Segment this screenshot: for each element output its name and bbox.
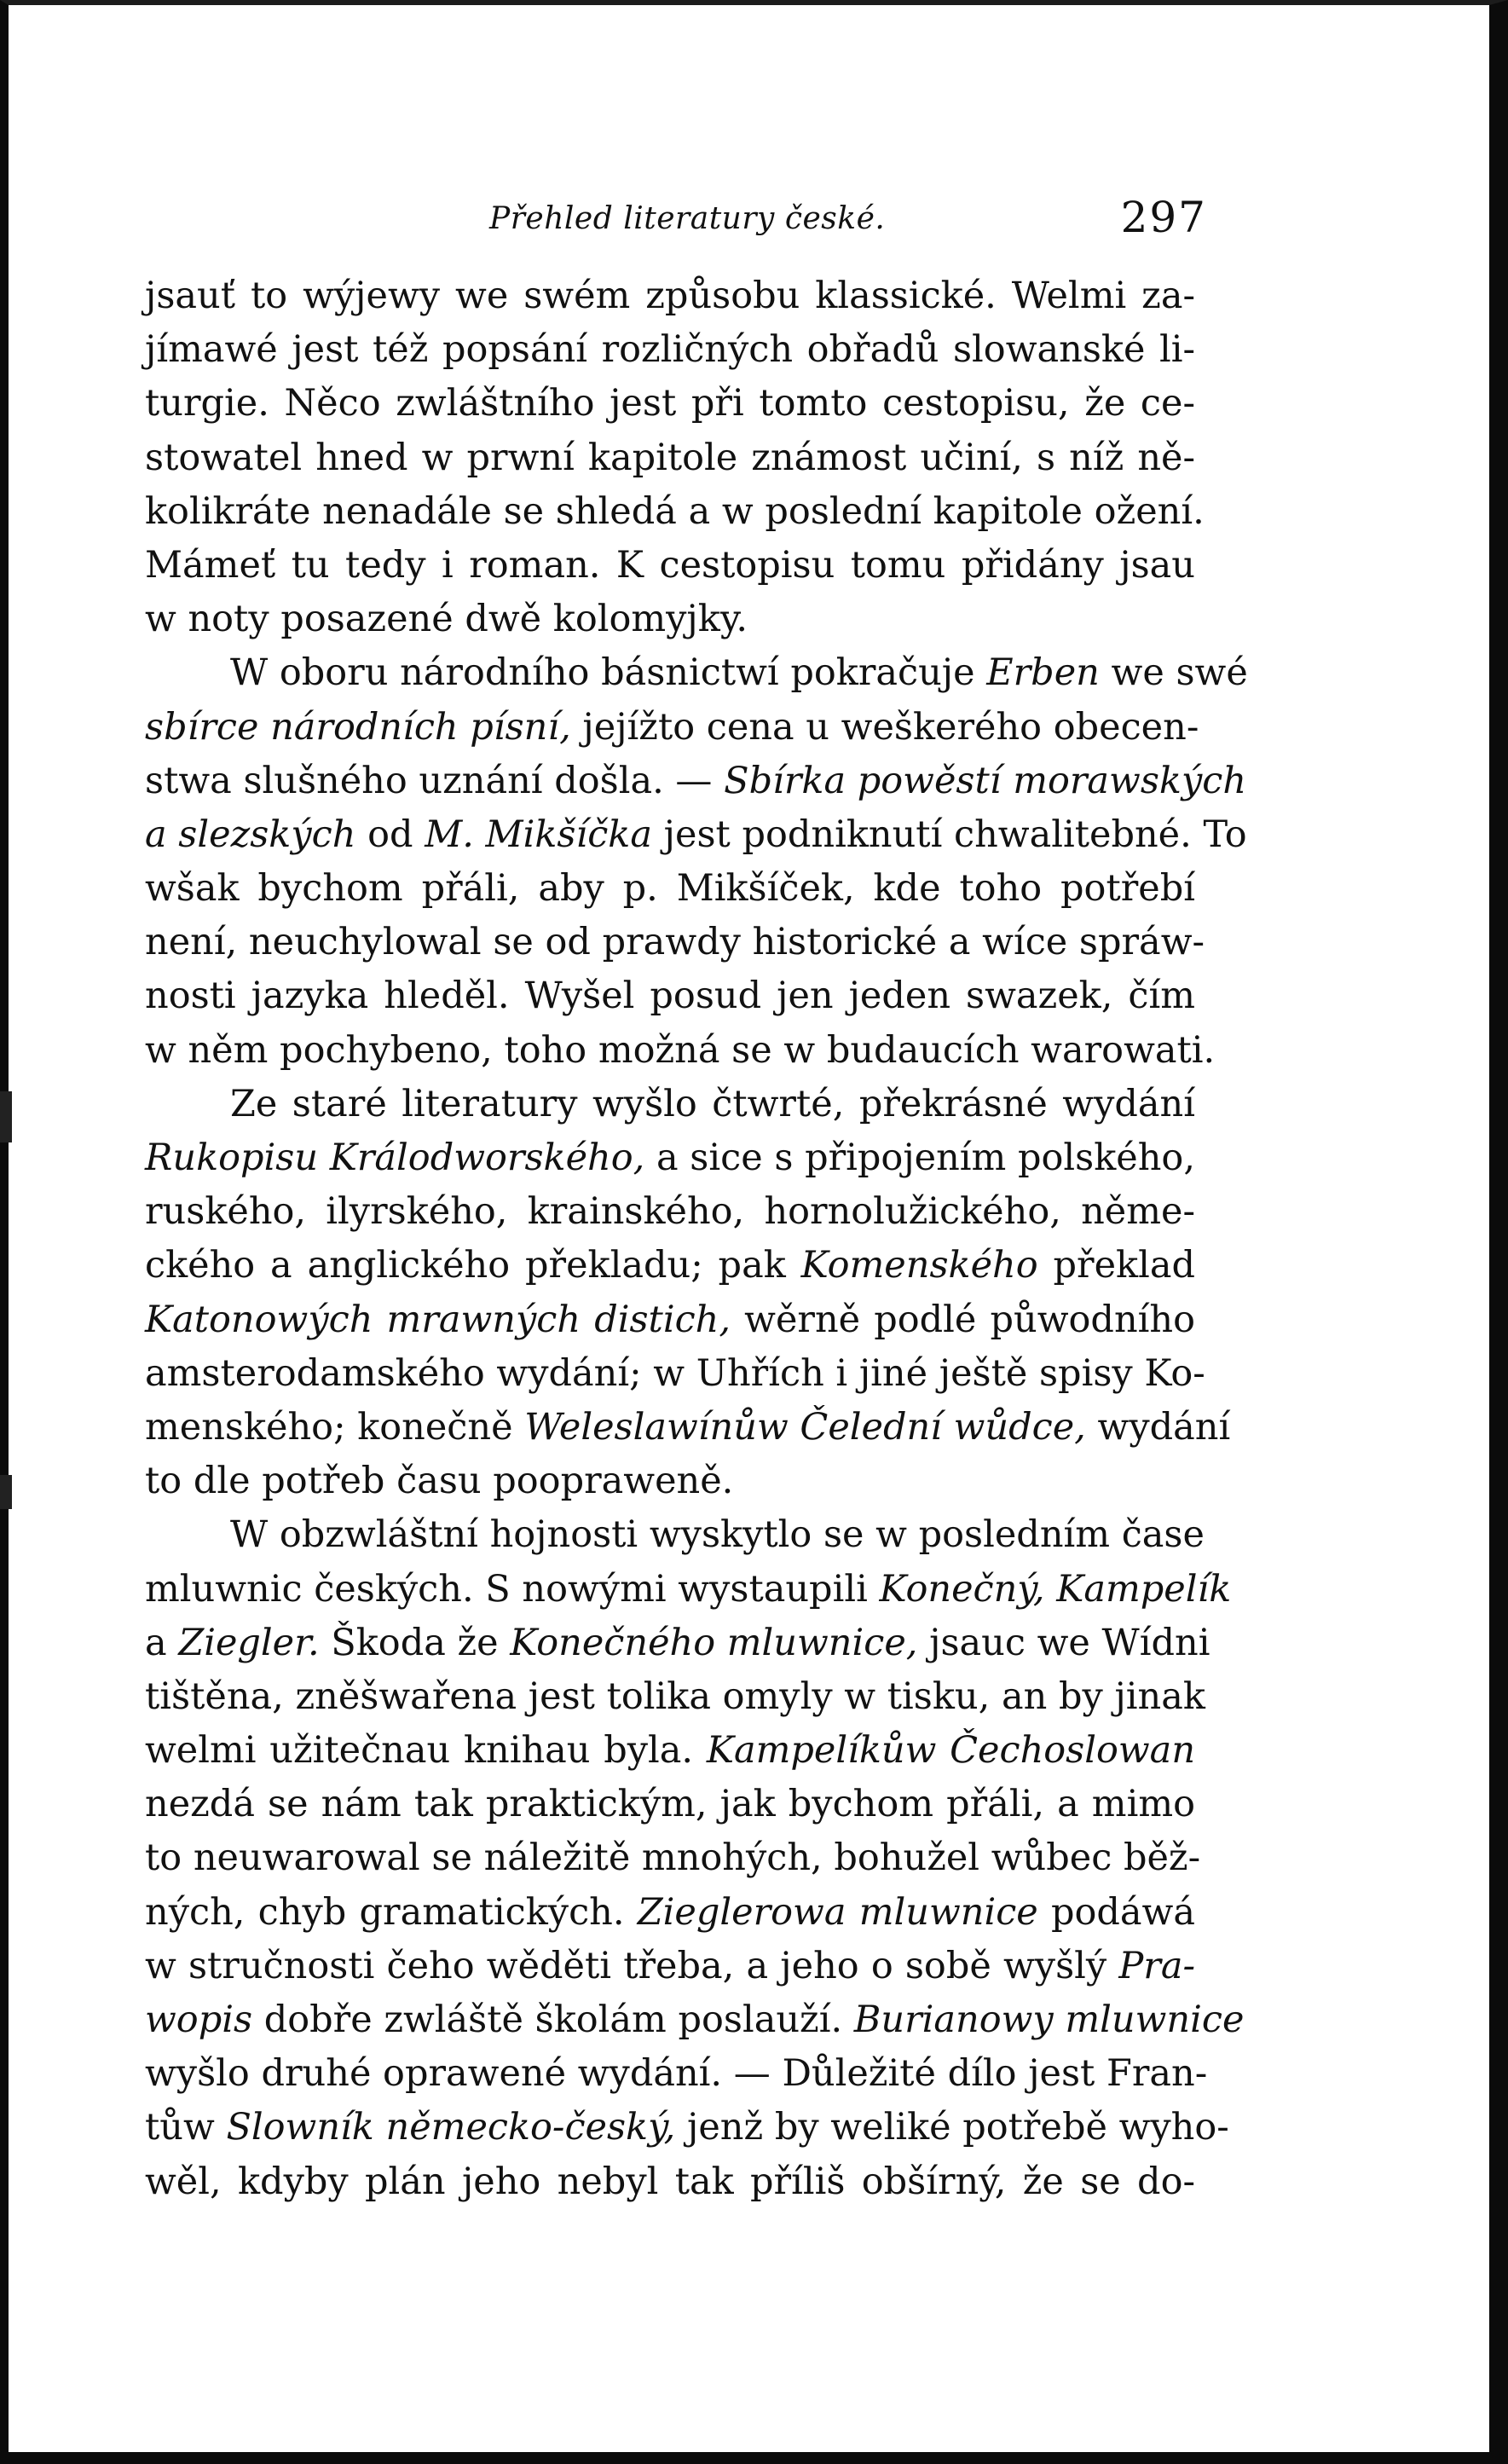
text-span: ckého a anglického překladu; pak [145,1244,801,1287]
text-span: tůw [145,2106,227,2149]
text-line [145,485,1205,539]
text-line [145,1401,1231,1455]
text-span: dobře zwláště školám poslauží. [252,1998,854,2041]
body-text [145,269,1248,2209]
italic-text: Rukopisu Králodworského, [145,1137,645,1179]
italic-text: Burianowy mluwnice [853,1998,1245,2041]
text-span: Mámeť tu tedy i roman. K cestopisu tomu přidány jsau [145,543,1195,587]
text-span: ných, chyb gramatických. [145,1890,638,1934]
text-line [145,2101,1229,2155]
text-line [145,1993,1245,2047]
italic-text: Kampelíkůw Čechoslowan [706,1729,1196,1773]
text-line [145,377,1195,431]
text-span: to dle potřeb času poopraweně. [145,1460,734,1503]
text-span: podáwá [1037,1890,1195,1934]
text-line [145,1940,1195,1993]
text-line [145,593,1195,646]
italic-text: Pra- [1118,1944,1195,1987]
italic-text: M. Mikšíčka [425,813,652,856]
text-span: překlad [1037,1244,1195,1287]
text-span: stwa slušného uznání došla. — [145,759,725,802]
italic-text: sbírce národních písní, [145,705,571,749]
italic-text: Slowník německo-český, [226,2106,676,2149]
text-line [145,1563,1232,1617]
text-line [145,808,1247,862]
text-line [145,269,1195,323]
text-line [145,701,1199,755]
text-span: tištěna, zněšwařena jest tolika omyly w tisku, an by jinak [145,1674,1205,1718]
text-span: stowatel hned w prwní kapitole známost učiní, s níž ně- [145,436,1195,479]
text-span: jsauť to wýjewy we swém způsobu klassické. Welmi za- [145,275,1195,317]
text-span: nosti jazyka hleděl. Wyšel posud jen jeden swazek, čím [145,975,1195,1018]
italic-text: Konečného mluwnice, [510,1621,918,1664]
italic-text: Komenského [800,1244,1038,1287]
text-line [145,916,1205,969]
text-span: a [145,1621,179,1664]
text-line [145,431,1195,485]
text-span: w stručnosti čeho wěděti třeba, a jeho o sobě wyšlý [145,1944,1119,1987]
text-span: wěl, kdyby plán jeho nebyl tak příliš obšírný, že se do- [145,2160,1195,2203]
text-line [145,1131,1195,1185]
text-span: wšak bychom přáli, aby p. Mikšíček, kde toho potřebí [145,867,1195,911]
page-number: 297 [1120,193,1207,242]
text-span: mluwnic českých. S nowými wystaupili [145,1567,880,1611]
italic-text: Sbírka powěstí morawských [724,759,1247,802]
text-line [145,1455,1195,1508]
text-span: jsauc we Wídni [917,1621,1210,1664]
text-line [145,1724,1195,1778]
text-line [145,2155,1195,2209]
text-line [145,1886,1195,1940]
italic-text: Zieglerowa mluwnice [637,1890,1038,1934]
text-span: kolikráte nenadále se shledá a w poslední kapitole ožení. [145,489,1205,533]
text-line [145,1778,1195,1831]
text-span: wyšlo druhé oprawené wydání. — Důležité dílo jest Fran- [145,2052,1208,2096]
italic-text: wopis [145,1998,253,2041]
text-span: jenž by weliké potřebě wyho- [675,2106,1229,2149]
text-line [145,2047,1208,2101]
text-span: ruského, ilyrského, krainského, hornolužického, něme- [145,1190,1195,1234]
text-span: není, neuchylowal se od prawdy historické a wíce spráw- [145,921,1205,964]
page-header [150,193,1207,252]
italic-text: Ziegler. [178,1621,320,1664]
text-line [145,1831,1201,1885]
text-line [145,1185,1195,1239]
text-line [145,1670,1205,1724]
text-line [145,1293,1195,1347]
italic-text: Konečný, Kampelík [879,1567,1232,1611]
running-title: Přehled literatury české. [489,201,886,236]
binding-mark [0,1091,12,1142]
text-span: Škoda že [319,1621,511,1664]
text-span: we swé [1099,651,1248,695]
text-span: to neuwarowal se náležitě mnohých, bohužel wůbec běž- [145,1836,1201,1880]
text-span: wěrně podlé půwodního [731,1298,1195,1341]
text-span: Ze staré literatury wyšlo čtwrté, překrásné wydání [230,1082,1195,1125]
text-line [145,1347,1205,1401]
text-line [145,755,1247,808]
text-line [145,646,1248,700]
text-span: W obzwláštní hojnosti wyskytlo se w posledním čase [230,1513,1205,1557]
text-line [145,1508,1205,1562]
italic-text: Weleslawínůw Čelední wůdce, [524,1405,1086,1449]
text-line [145,1239,1195,1293]
binding-mark [0,1475,12,1509]
text-span: w něm pochybeno, toho možná se w budaucích warowati. [145,1028,1216,1072]
text-line [145,539,1195,593]
text-span: menského; konečně [145,1405,525,1449]
text-span: a sice s připojením polského, [644,1137,1195,1179]
text-span: amsterodamského wydání; w Uhřích i jiné ještě spisy Ko- [145,1351,1205,1395]
text-line [145,862,1195,916]
text-span: welmi užitečnau knihau byla. [145,1729,707,1773]
text-span: jest podniknutí chwalitebné. To [652,813,1247,856]
italic-text: Erben [986,651,1100,695]
text-line [145,1024,1216,1078]
text-line [145,1078,1195,1131]
text-span: W oboru národního básnictwí pokračuje [230,651,987,695]
text-span: wydání [1085,1405,1231,1449]
text-line [145,969,1195,1023]
text-span: w noty posazené dwě kolomyjky. [145,598,748,641]
italic-text: a slezských [145,813,356,856]
text-span: nezdá se nám tak praktickým, jak bychom přáli, a mimo [145,1783,1195,1826]
text-span: turgie. Něco zwláštního jest při tomto cestopisu, že ce- [145,382,1195,425]
text-line [145,1617,1210,1670]
italic-text: Katonowých mrawných distich, [145,1298,731,1341]
text-line [145,323,1195,377]
text-span: jímawé jest též popsání rozličných obřadů slowanské li- [145,328,1195,372]
text-span: jejížto cena u weškerého obecen- [570,705,1199,749]
text-span: od [355,813,425,856]
